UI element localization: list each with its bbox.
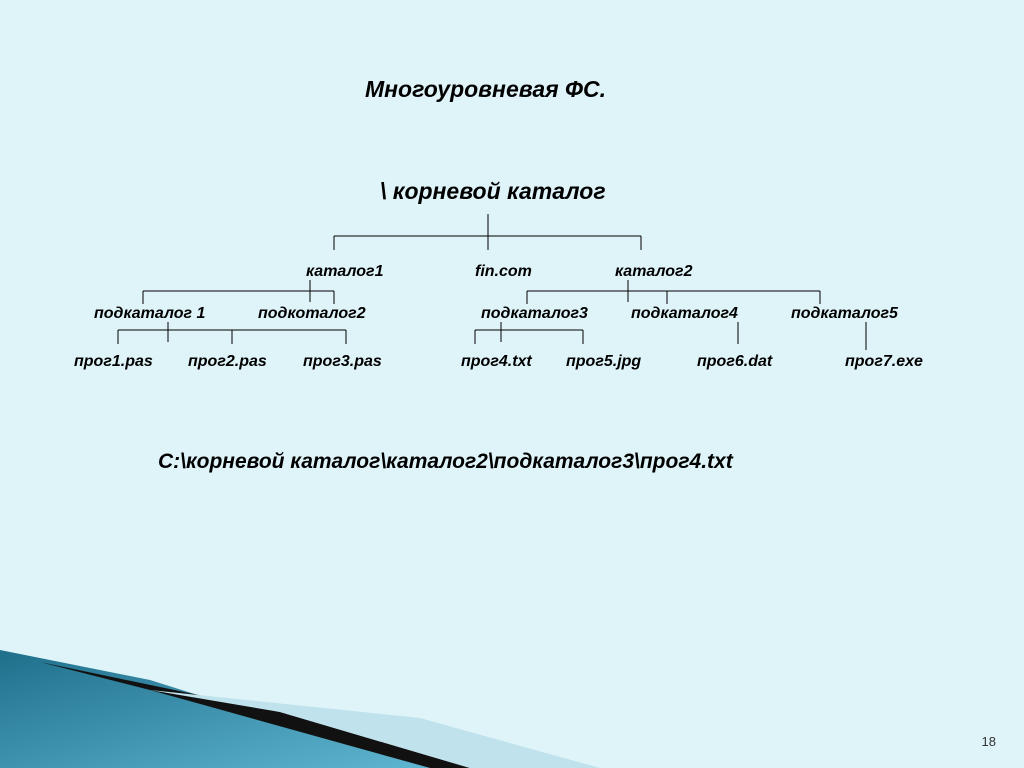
node-prog5: прог5.jpg [566, 353, 642, 370]
full-path-example: C:\корневой каталог\каталог2\подкаталог3\прог4.txt [158, 450, 733, 473]
node-prog3: прог3.pas [303, 353, 382, 370]
node-prog6: прог6.dat [697, 353, 773, 370]
node-prog1: прог1.pas [74, 353, 153, 370]
node-prog4: прог4.txt [461, 353, 532, 370]
node-fin-com: fin.com [475, 263, 532, 280]
node-prog7: прог7.exe [845, 353, 923, 370]
node-prog2: прог2.pas [188, 353, 267, 370]
node-podkatalog3: подкаталог3 [481, 305, 588, 322]
node-podkatalog2: подкоталог2 [258, 305, 366, 322]
node-podkatalog5: подкаталог5 [791, 305, 898, 322]
node-podkatalog1: подкаталог 1 [94, 305, 206, 322]
slide-title: Многоуровневая ФС. [365, 76, 607, 102]
node-katalog1: каталог1 [306, 263, 384, 280]
node-katalog2: каталог2 [615, 263, 693, 280]
page-number: 18 [981, 734, 996, 749]
node-podkatalog4: подкаталог4 [631, 305, 738, 322]
root-directory-node: \ корневой каталог [380, 178, 606, 204]
